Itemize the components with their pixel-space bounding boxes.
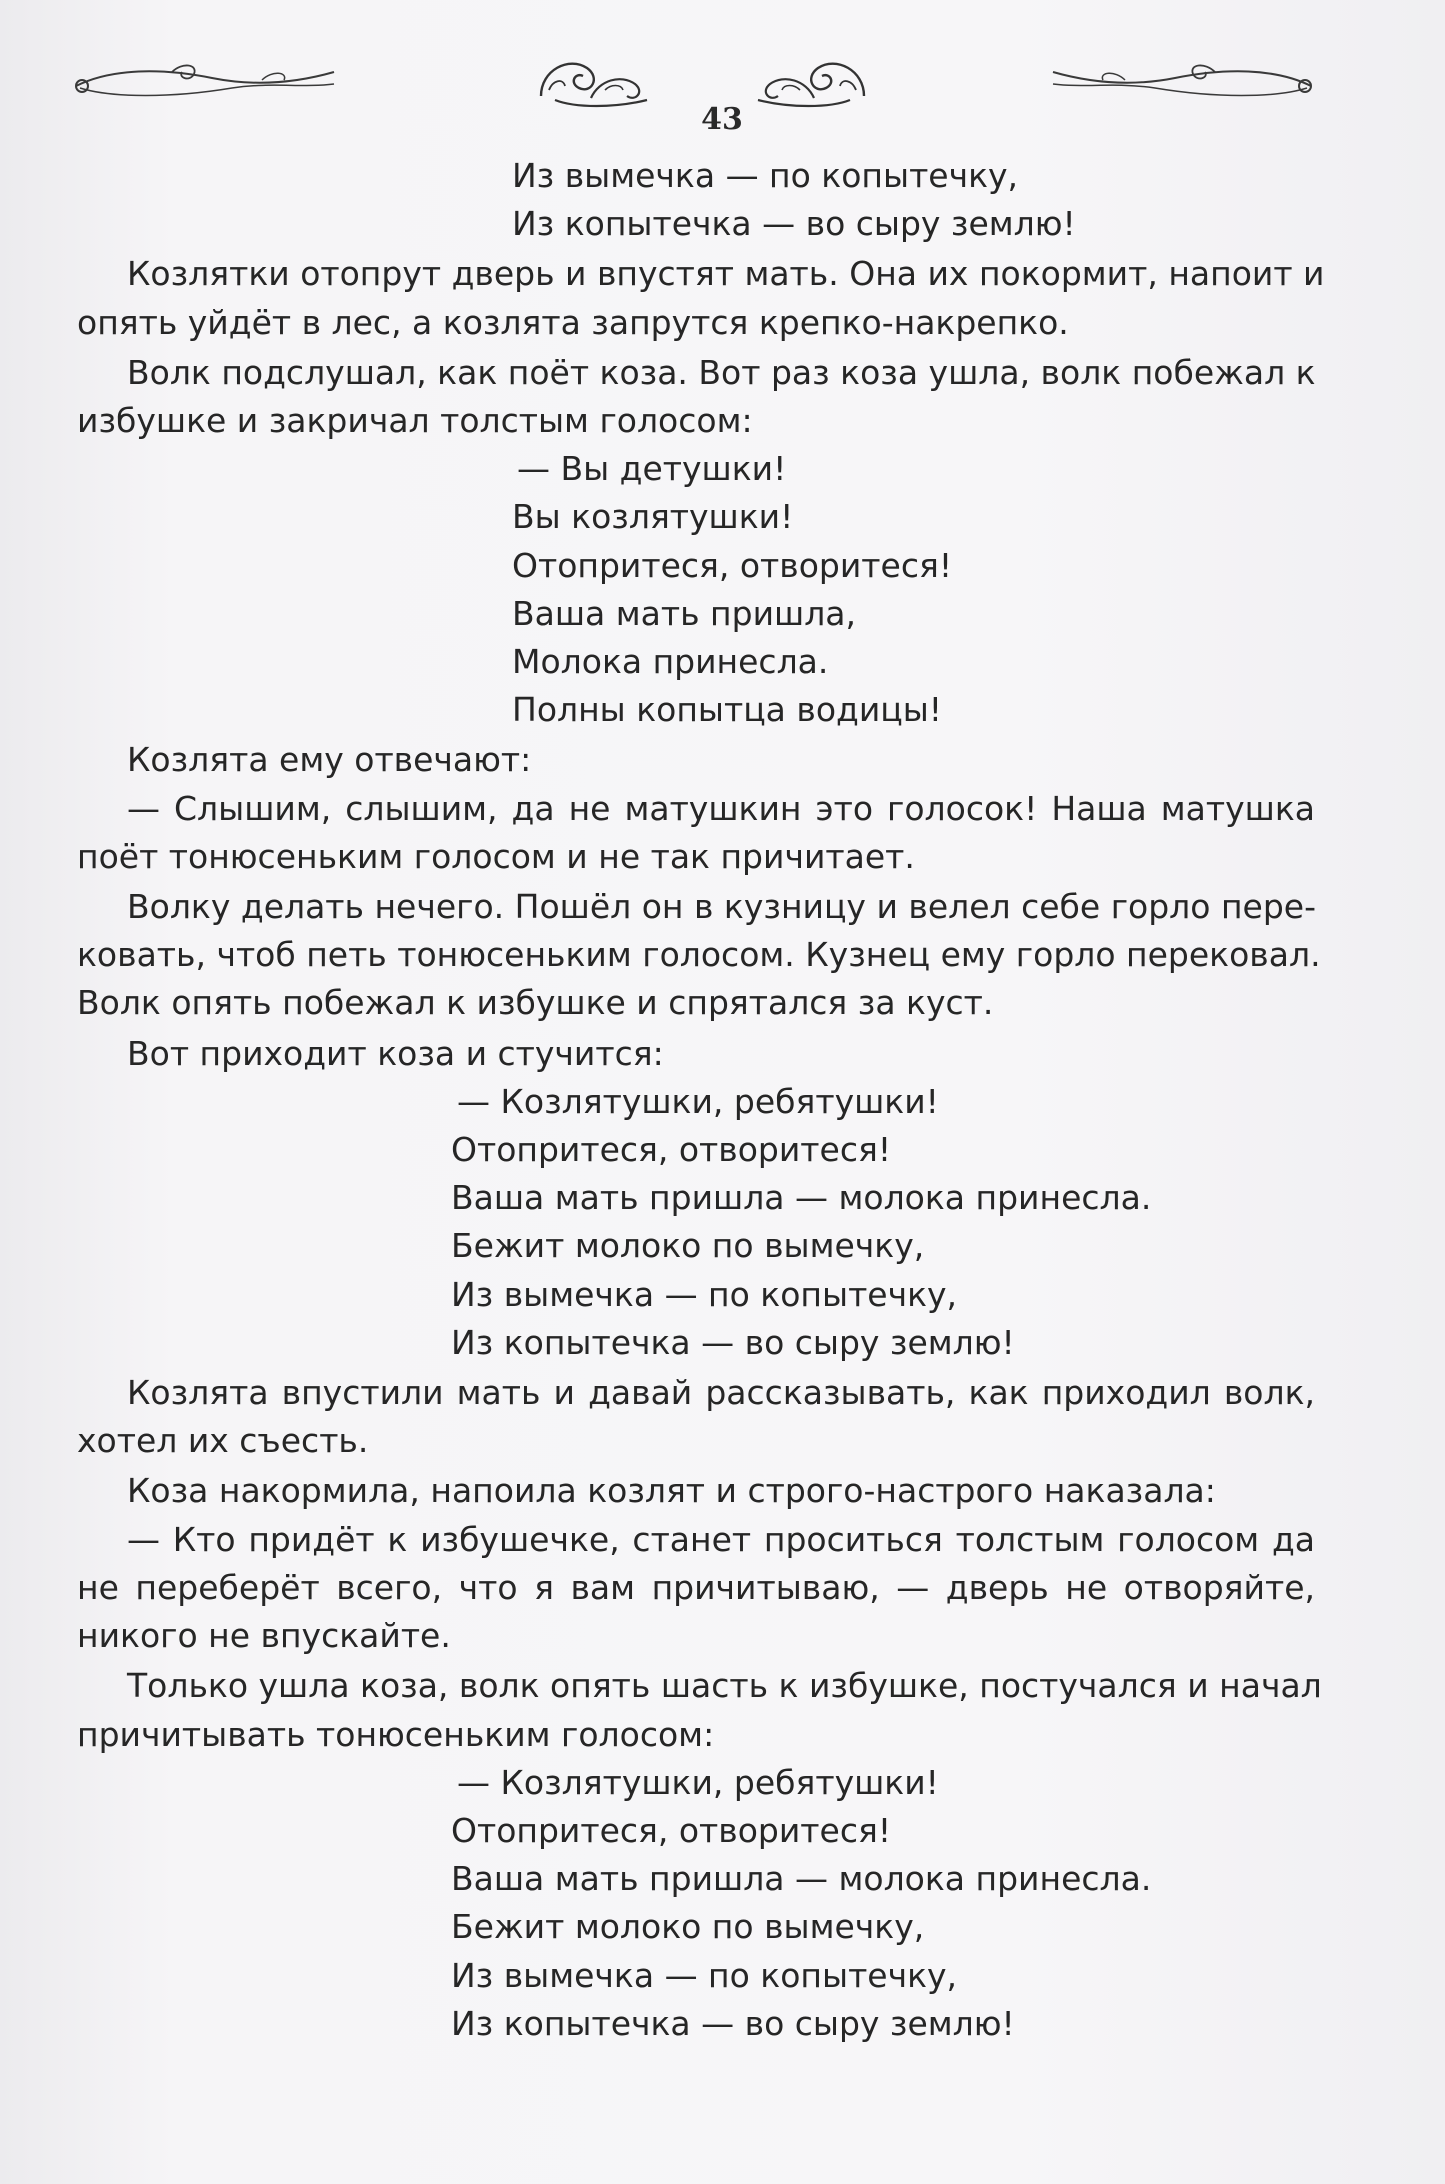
paragraph-line: Козлятки отопрут дверь и впустят мать. Она их покормит, напоит и (127, 254, 1325, 294)
paragraph-line: Волк опять побежал к избушке и спрятался за куст. (77, 983, 994, 1023)
paragraph-line: Только ушла коза, волк опять шасть к избушке, постучался и начал (127, 1666, 1322, 1706)
page-header (0, 40, 1445, 137)
verse-line: Ваша мать пришла, (512, 593, 857, 633)
paragraph-line: не переберёт всего, что я вам причитываю, — дверь не отворяйте, (77, 1567, 1315, 1607)
verse-line: Из копытечка — во сыру землю! (512, 204, 1076, 244)
paragraph-line: ковать, чтоб петь тонюсеньким голосом. Кузнец ему горло перековал. (77, 935, 1321, 975)
paragraph-line: поёт тонюсеньким голосом и не так причитает. (77, 836, 915, 876)
verse-line: Отопритеся, отворитеся! (451, 1130, 892, 1170)
verse-line: Из копытечка — во сыру землю! (451, 2003, 1015, 2043)
page-number: 43 (701, 102, 743, 137)
flourish-left-icon (72, 58, 342, 108)
verse-line: Бежит молоко по вымечку, (451, 1907, 925, 1947)
acanthus-right-icon (750, 50, 870, 114)
paragraph-line: опять уйдёт в лес, а козлята запрутся крепко-накрепко. (77, 302, 1069, 342)
verse-line: Из вымечка — по копытечку, (451, 1955, 958, 1995)
verse-line: — Вы детушки! (517, 449, 787, 489)
flourish-right-icon (1045, 58, 1315, 108)
verse-line: Ваша мать пришла — молока принесла. (451, 1859, 1152, 1899)
verse-line: Из вымечка — по копытечку, (512, 156, 1019, 195)
verse-line: Полны копытца водицы! (512, 690, 943, 730)
paragraph-line: Козлята впустили мать и давай рассказывать, как приходил волк, (127, 1373, 1315, 1413)
paragraph-line: — Слышим, слышим, да не матушкин это голосок! Наша матушка (127, 788, 1315, 828)
paragraph-line: Волк подслушал, как поёт коза. Вот раз коза ушла, волк побежал к (127, 352, 1316, 392)
verse-line: — Козлятушки, ребятушки! (457, 1762, 939, 1802)
paragraph-line: — Кто придёт к избушечке, станет проситься толстым голосом да (127, 1519, 1315, 1559)
paragraph-line: хотел их съесть. (77, 1421, 369, 1461)
paragraph-line: никого не впускайте. (77, 1616, 451, 1656)
verse-line: Из копытечка — во сыру землю! (451, 1322, 1015, 1362)
verse-line: Молока принесла. (512, 642, 829, 682)
verse-line: Отопритеся, отворитеся! (451, 1810, 892, 1850)
paragraph-line: Коза накормила, напоила козлят и строго-настрого наказала: (127, 1471, 1216, 1511)
verse-line: Бежит молоко по вымечку, (451, 1226, 925, 1266)
paragraph-line: избушке и закричал толстым голосом: (77, 401, 753, 441)
paragraph-line: Вот приходит коза и стучится: (127, 1033, 664, 1073)
paragraph-line: Волку делать нечего. Пошёл он в кузницу и велел себе горло пере- (127, 887, 1316, 927)
verse-line: Отопритеся, отворитеся! (512, 545, 953, 585)
paragraph-line: причитывать тонюсеньким голосом: (77, 1714, 715, 1754)
acanthus-left-icon (535, 50, 655, 114)
verse-line: — Козлятушки, ребятушки! (457, 1081, 939, 1121)
verse-line: Из вымечка — по копытечку, (451, 1274, 958, 1314)
story-text (77, 152, 1325, 2048)
verse-line: Ваша мать пришла — молока принесла. (451, 1178, 1152, 1218)
verse-line: Вы козлятушки! (512, 497, 794, 537)
paragraph-line: Козлята ему отвечают: (127, 740, 532, 780)
